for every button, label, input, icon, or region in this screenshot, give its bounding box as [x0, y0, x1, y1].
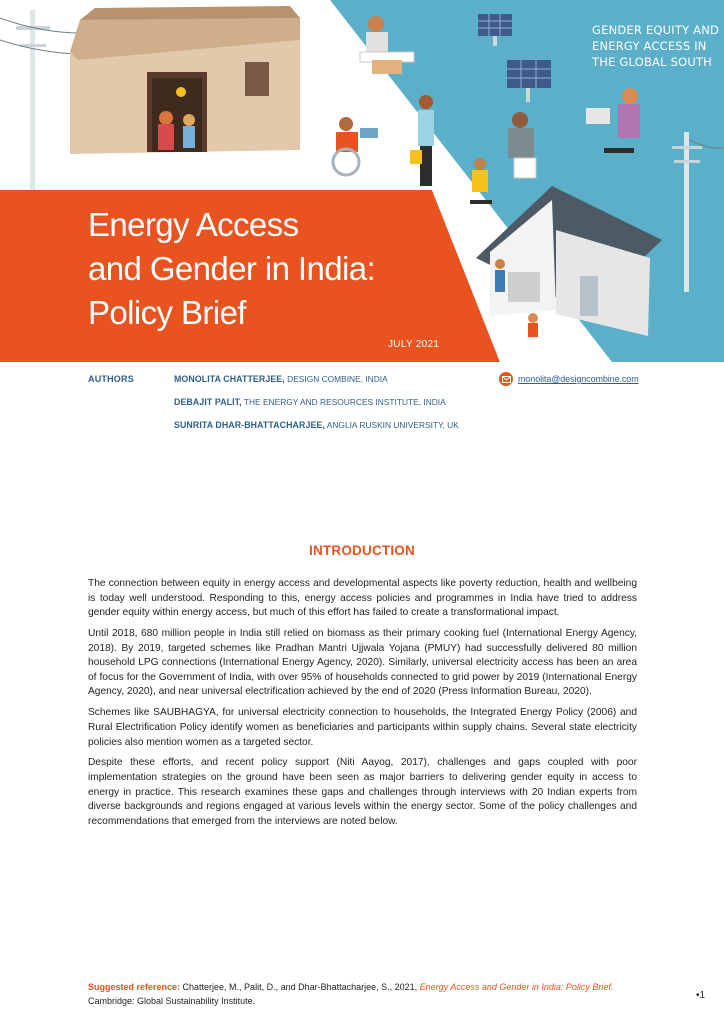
author-entry — [174, 397, 446, 407]
series-line: THE GLOBAL SOUTH — [592, 55, 713, 69]
reference-label: Suggested reference: — [88, 982, 181, 992]
author-name: SUNRITA DHAR-BHATTACHARJEE, — [174, 420, 325, 430]
author-email[interactable] — [499, 372, 639, 386]
series-title — [592, 22, 720, 70]
author-entry — [174, 420, 459, 430]
village-house-icon — [70, 6, 300, 154]
document-title — [88, 203, 418, 335]
paragraph: Schemes like SAUBHAGYA, for universal electricity connection to households, the Integrated Energy Policy (2006) and Rural Electrification Policy identify women as beneficiaries and participants within supply chains. Several state electricity policies also mention women as a targeted sector. — [88, 707, 637, 748]
reference-title: Energy Access and Gender in India: Policy Brief. — [419, 982, 614, 992]
paragraph: Despite these efforts, and recent policy support (Niti Aayog, 2017), challenges and gaps coupled with poor implementation strategies on the ground have been seen as major barriers to delivering gender equity in access to energy in practice. This research examines these gaps and challenges through interviews with 20 Indian experts from diverse backgrounds and regions engaged at various levels within the energy sector. Some of the policy challenges and recommendations that emerged from the interviews are noted below. — [88, 757, 637, 827]
page-number: •1 — [696, 990, 706, 1001]
series-line: ENERGY ACCESS IN — [592, 39, 707, 53]
reference-authors: Chatterjee, M., Palit, D., and Dhar-Bhattacharjee, S., 2021, — [180, 982, 420, 992]
authors-label: AUTHORS — [88, 374, 134, 384]
author-name: DEBAJIT PALIT, — [174, 397, 242, 407]
woman-wheelchair-icon — [333, 117, 378, 175]
author-name: MONOLITA CHATTERJEE, — [174, 374, 285, 384]
title-line: Energy Access — [88, 206, 299, 243]
author-affiliation: ANGLIA RUSKIN UNIVERSITY, UK — [324, 420, 459, 430]
title-line: Policy Brief — [88, 294, 246, 331]
introduction-body — [88, 577, 637, 836]
author-affiliation: THE ENERGY AND RESOURCES INSTITUTE, INDIA — [241, 397, 446, 407]
series-line: GENDER EQUITY AND — [592, 23, 720, 37]
author-affiliation: DESIGN COMBINE, INDIA — [284, 374, 388, 384]
publication-date: JULY 2021 — [388, 339, 440, 350]
paragraph: The connection between equity in energy access and developmental aspects like poverty reduction, health and wellbeing is today well understood. Responding to this, energy access policies and programmes in India have tried to address gender equity within energy access, but much of this effort has failed to create a transformational impact. — [88, 578, 637, 619]
reference-publisher: Cambridge: Global Sustainability Institute. — [88, 995, 256, 1006]
email-icon — [499, 372, 513, 386]
suggested-reference — [88, 981, 648, 1008]
paragraph: Until 2018, 680 million people in India still relied on biomass as their primary cooking fuel (International Energy Agency, 2018). By 2019, targeted schemes like Pradhan Mantri Ujjwala Yojana (PMUY) had successfully delivered 80 million household LPG connections (International Energy Agency, 2020). Similarly, universal electricity access has been an area of focus for the Government of India, with over 95% of households connected to grid power by 2019 (International Energy Agency, 2020), and near universal electrification achieved by the end of 2020 (Press Information Bureau, 2020). — [88, 628, 637, 698]
title-line: and Gender in India: — [88, 250, 376, 287]
author-entry — [174, 374, 388, 384]
email-link[interactable]: monolita@designcombine.com — [518, 374, 639, 384]
section-heading-introduction: INTRODUCTION — [309, 543, 415, 558]
